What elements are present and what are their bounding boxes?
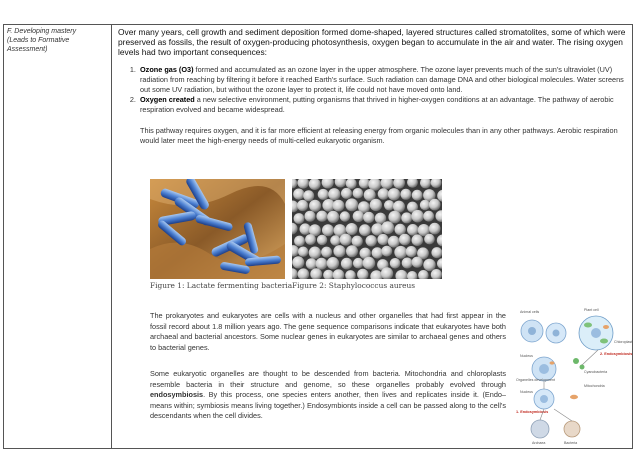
coccus-cell: [333, 200, 345, 212]
mitochondria-label: Mitochondria: [584, 384, 605, 388]
coccus-cell: [431, 247, 442, 258]
endo-text-after: . By this process, one species enters another, then lives and replicates inside it. (Endo– means within; symbiosis means living together.) Endosymbionts inside a cell can be passed along to the cell's descendants when the cell divides.: [150, 390, 506, 421]
coccus-cell: [306, 258, 317, 269]
coccus-cell: [384, 200, 394, 210]
coccus-cell: [412, 234, 424, 246]
bacteria-label: Bacteria: [564, 441, 578, 445]
coccus-cell: [402, 258, 413, 269]
coccus-cell: [420, 200, 430, 210]
coccus-cell: [294, 213, 305, 224]
coccus-cell: [401, 212, 412, 223]
coccus-cell: [423, 259, 435, 271]
endo-text-before: Some eukaryotic organelles are thought to be descended from bacteria. Mitochondria and chloroplasts resemble bacteria in their structure and genome, so these organelles probably evolved through: [150, 369, 506, 389]
coccus-cell: [316, 211, 327, 222]
coccus-cell: [340, 234, 352, 246]
coccus-cell: [411, 210, 424, 223]
coccus-cell: [327, 211, 339, 223]
coccus-cell: [327, 257, 339, 269]
coccus-cell: [424, 234, 435, 245]
figure-2: [292, 179, 442, 290]
figure-1-caption: Figure 1: Lactate fermenting bacteria: [150, 281, 293, 290]
plant-cell-label: Plant cell: [584, 308, 599, 312]
coccus-cell: [322, 224, 334, 236]
organelles-label: Organelles development: [516, 378, 555, 382]
endosymbiosis-diagram: [514, 305, 632, 447]
figure-row: [150, 179, 480, 299]
section-label-cell: [4, 25, 112, 448]
coccus-cell: [328, 188, 340, 200]
coccus-cell: [390, 258, 401, 269]
lactate-bacteria-image: [150, 179, 285, 279]
coccus-cell: [333, 245, 345, 257]
content-cell: [112, 25, 632, 448]
consequence-text: formed and accumulated as an ozone layer in the upper atmosphere. The ozone layer prevents much of the sun's ultraviolet (UV) radiation from reaching by filtering it before it reached Earth's surface. Such radiation can damage DNA and other biological molecules. Water screens out some UV radiation, but without the ozone layer to protect it, life could not have moved onto land.: [140, 64, 624, 95]
endosymbiosis-paragraph: [150, 369, 506, 422]
nucleus-label: Nucleus: [520, 354, 533, 358]
section-note-line2: Assessment): [7, 46, 48, 53]
figure-1: [150, 179, 292, 290]
consequence-item: [138, 65, 626, 96]
consequence-item: [138, 95, 626, 115]
coccus-cell: [406, 246, 417, 257]
section-note-line1: (Leads to Formative: [7, 37, 70, 44]
coccus-cell: [429, 223, 441, 235]
consequences-list: [118, 65, 626, 116]
coccus-cell: [346, 223, 358, 235]
coccus-cell: [352, 236, 363, 247]
coccus-cell: [309, 200, 321, 212]
coccus-cell: [381, 221, 394, 234]
coccus-cell: [317, 235, 327, 245]
archaea-label: Archaea: [532, 441, 546, 445]
coccus-cell: [340, 211, 350, 221]
coccus-cell: [345, 198, 358, 211]
chloroplast-label: Chloroplast: [614, 340, 632, 344]
section-heading: F. Developing mastery: [7, 28, 77, 35]
coccus-cell: [292, 256, 304, 268]
coccus-cell: [370, 199, 382, 211]
endosymbiosis-diagram-svg: [514, 305, 632, 447]
coccus-cell: [377, 234, 388, 245]
coccus-cell: [305, 234, 316, 245]
coccus-cell: [293, 189, 304, 200]
coccus-cell: [341, 258, 353, 270]
lesson-table: [3, 24, 633, 449]
coccus-cell: [412, 257, 423, 268]
consequence-term: Oxygen created: [140, 95, 195, 105]
coccus-cell: [316, 258, 328, 270]
animal-cell-label: Animal cells: [520, 310, 540, 314]
coccus-cell: [321, 247, 332, 258]
coccus-cell: [388, 211, 401, 224]
endosymbiosis-term: endosymbiosis: [150, 390, 204, 400]
coccus-cell: [297, 200, 308, 211]
coccus-cell: [395, 224, 406, 235]
intro-paragraph: Over many years, cell growth and sediment deposition formed dome-shaped, layered structures called stromatolites, some of which were preserved as fossils, the result of oxygen-producing photosynthesis, oxygen began to accumulate in the air and water. The rising oxygen levels had two important consequences:: [118, 27, 626, 58]
coccus-cell: [341, 188, 352, 199]
coccus-cell: [372, 247, 383, 258]
coccus-cell: [407, 224, 419, 236]
coccus-cell: [429, 199, 441, 211]
coccus-cell: [353, 211, 364, 222]
consequence-term: Ozone gas (O3): [140, 64, 194, 74]
endosymbiosis-1-label: 1. Endosymbiosis: [516, 410, 549, 414]
coccus-cell: [423, 211, 434, 222]
coccus-cell: [363, 212, 374, 223]
coccus-cell: [400, 189, 411, 200]
coccus-cell: [378, 188, 389, 199]
staphylococcus-image: [292, 179, 442, 279]
coccus-cell: [366, 235, 377, 246]
coccus-cell: [294, 236, 305, 247]
coccus-cell: [303, 190, 314, 201]
prokaryote-paragraph: The prokaryotes and eukaryotes are cells with a nucleus and other organelles that had first appear in the fossil record about 1.8 million years ago. The gene sequence comparisons indicate that eukaryotes have both archaeal and bacterial ancestors. Some nuclear genes in eukaryotes are similar to archaeal genes and others to bacterial genes.: [150, 311, 506, 352]
figure-2-caption: Figure 2: Staphylococcus aureus: [292, 281, 416, 290]
consequence-text: a new selective environment, putting organisms that thrived in higher-oxygen conditions at an advantage. The pathway of aerobic respiration evolved and became widespread.: [140, 95, 614, 115]
coccus-cell: [412, 190, 423, 201]
endosymbiosis-2-label: 2. Endosymbiosis: [600, 352, 632, 356]
coccus-cell: [353, 258, 364, 269]
coccus-cell: [309, 247, 321, 259]
cyanobacteria-label: Cyanobacteria: [584, 370, 608, 374]
coccus-cell: [381, 246, 392, 257]
coccus-cell: [359, 224, 371, 236]
pathway-paragraph: This pathway requires oxygen, and it is far more efficient at releasing energy from organic molecules than in any other pathways. Aerobic respiration would later meet the high-energy needs of multi-celled eukaryotic organism.: [140, 125, 618, 145]
nucleus-2-label: Nucleus: [520, 390, 533, 394]
coccus-cell: [318, 189, 329, 200]
coccus-cell: [353, 188, 364, 199]
coccus-cell: [305, 211, 316, 222]
coccus-cell: [346, 245, 358, 257]
coccus-cell: [363, 257, 376, 270]
coccus-cell: [330, 235, 340, 245]
coccus-cell: [399, 234, 411, 246]
coccus-cell: [298, 247, 308, 257]
coccus-cell: [388, 188, 400, 200]
coccus-cell: [388, 236, 400, 248]
coccus-cell: [394, 246, 407, 259]
